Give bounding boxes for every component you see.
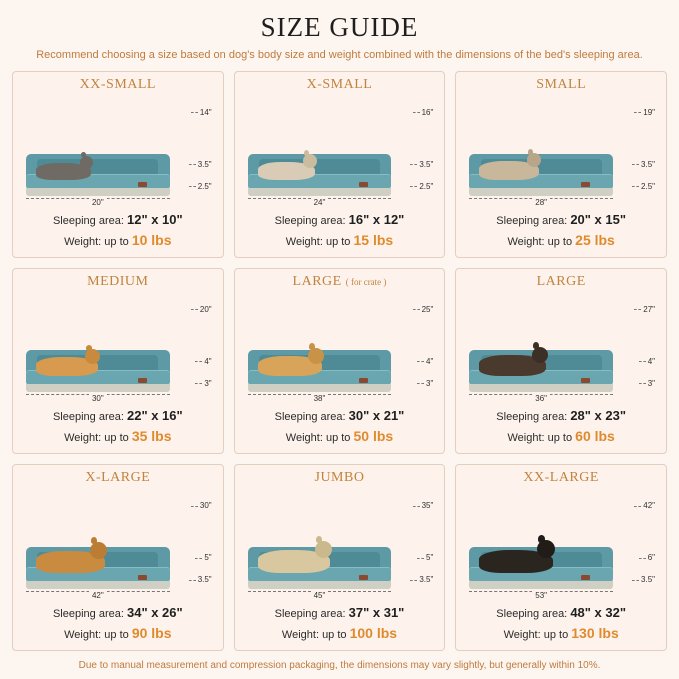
dog-illustration [258, 550, 330, 573]
size-specs [463, 211, 659, 251]
size-card-title [463, 274, 659, 290]
dimension-mid-height: 5" [426, 553, 434, 563]
dimension-base-height: 2.5" [419, 181, 434, 191]
size-specs [20, 211, 216, 251]
size-card [455, 464, 667, 651]
dog-head [303, 154, 317, 168]
weight-up-to: up to [543, 629, 569, 642]
sleeping-area-line [242, 211, 438, 230]
bed-base [469, 188, 613, 196]
weight-line [463, 230, 659, 251]
weight-value: 50 lbs [353, 428, 394, 445]
sleeping-area-label: Sleeping area: [496, 214, 568, 227]
size-name: X-SMALL [306, 77, 373, 92]
size-note: ( for crate ) [345, 276, 387, 287]
bed-base [469, 581, 613, 589]
weight-up-to: up to [325, 235, 351, 248]
sleeping-area-line [463, 407, 659, 426]
sleeping-area-label: Sleeping area: [274, 411, 346, 424]
weight-up-to: up to [104, 235, 129, 248]
weight-line [463, 426, 659, 447]
dog-head [532, 347, 548, 363]
page-subtitle: Recommend choosing a size based on dog's body size and weight combined with the dimensions of the bed's sleeping area. [36, 49, 643, 61]
brand-tag [138, 378, 147, 383]
sleeping-area-line [242, 407, 438, 426]
weight-line [242, 426, 438, 447]
bed-base [248, 188, 392, 196]
dimension-total-height: 30" [199, 501, 212, 511]
dog-head [90, 542, 107, 559]
size-specs [463, 604, 659, 644]
sleeping-area-label: Sleeping area: [52, 411, 124, 424]
bed-base [26, 188, 170, 196]
dimension-total-height: 35" [421, 501, 434, 511]
dimension-width: 45" [248, 591, 392, 601]
dimension-mid-height: 3.5" [641, 159, 655, 169]
size-name: XX-SMALL [79, 77, 156, 92]
weight-line [20, 426, 216, 447]
size-name: LARGE [536, 273, 586, 289]
weight-value: 100 lbs [349, 625, 398, 642]
dimension-width: 42" [26, 591, 170, 601]
weight-label: Weight: [285, 432, 323, 445]
brand-tag [581, 182, 590, 187]
sleeping-area-label: Sleeping area: [52, 608, 124, 621]
dimension-mid-height: 3.5" [419, 159, 434, 169]
dimension-total-height: 25" [421, 304, 434, 314]
size-specs [242, 407, 438, 447]
dimension-total-height: 14" [199, 107, 212, 117]
brand-tag [581, 378, 590, 383]
bed-illustration [20, 487, 216, 603]
size-card [234, 71, 446, 258]
sleeping-area-line [20, 211, 216, 230]
bed-base [469, 384, 613, 392]
dog-illustration [479, 550, 553, 573]
dog-illustration [36, 551, 105, 573]
size-specs [463, 407, 659, 447]
dog-illustration [36, 163, 91, 180]
dimension-width: 28" [469, 198, 613, 208]
weight-up-to: up to [547, 235, 573, 248]
size-card [12, 71, 224, 258]
size-card [234, 464, 446, 651]
dimension-base-height: 3" [204, 378, 212, 388]
size-card-title [463, 470, 659, 486]
dimension-base-height: 3" [647, 378, 655, 388]
size-card [12, 268, 224, 455]
brand-tag [581, 575, 590, 580]
dimension-mid-height: 4" [204, 356, 212, 366]
weight-value: 25 lbs [575, 231, 615, 248]
weight-label: Weight: [503, 629, 541, 642]
sleeping-area-value: 48" x 32" [570, 605, 627, 621]
dog-ear [316, 536, 322, 543]
weight-label: Weight: [64, 629, 102, 642]
weight-label: Weight: [64, 235, 102, 248]
weight-label: Weight: [507, 235, 545, 248]
sleeping-area-label: Sleeping area: [496, 411, 568, 424]
size-card [12, 464, 224, 651]
size-name: SMALL [536, 77, 587, 92]
weight-up-to: up to [322, 629, 347, 642]
sleeping-area-value: 37" x 31" [348, 605, 405, 621]
size-card [234, 268, 446, 455]
sleeping-area-value: 16" x 12" [348, 211, 405, 227]
weight-value: 60 lbs [575, 428, 615, 445]
size-name: MEDIUM [87, 273, 149, 289]
weight-value: 35 lbs [131, 428, 172, 445]
size-specs [242, 604, 438, 644]
size-specs [20, 407, 216, 447]
size-card-title [20, 77, 216, 93]
bed-base [26, 581, 170, 589]
dimension-base-height: 3.5" [419, 575, 434, 585]
size-card [455, 268, 667, 455]
weight-up-to: up to [325, 432, 351, 445]
dimension-mid-height: 4" [647, 356, 655, 366]
sleeping-area-line [20, 407, 216, 426]
size-name: LARGE [292, 273, 342, 289]
size-card-title [242, 274, 438, 290]
dimension-mid-height: 6" [647, 553, 655, 563]
sleeping-area-value: 34" x 26" [126, 605, 183, 621]
weight-value: 10 lbs [131, 231, 172, 248]
sleeping-area-value: 30" x 21" [348, 408, 405, 424]
sleeping-area-label: Sleeping area: [496, 608, 568, 621]
bed-illustration [463, 291, 659, 407]
footer-note: Due to manual measurement and compression packaging, the dimensions may vary slightly, but generally within 10%. [78, 660, 601, 671]
dimension-base-height: 2.5" [641, 181, 655, 191]
weight-value: 15 lbs [353, 231, 394, 248]
sleeping-area-line [463, 211, 659, 230]
dimension-total-height: 27" [643, 304, 655, 314]
dimension-width: 20" [26, 198, 170, 208]
dimension-mid-height: 5" [204, 553, 212, 563]
bed-base [26, 384, 170, 392]
brand-tag [359, 182, 368, 187]
page-title: SIZE GUIDE [260, 12, 419, 42]
dimension-base-height: 3.5" [641, 575, 655, 585]
weight-line [463, 623, 659, 644]
dimension-width: 24" [248, 198, 392, 208]
bed-illustration [20, 94, 216, 210]
brand-tag [359, 378, 368, 383]
dog-ear [538, 535, 545, 543]
sleeping-area-value: 20" x 15" [570, 211, 627, 227]
dog-illustration [258, 162, 315, 180]
dimension-mid-height: 4" [426, 356, 434, 366]
bed-illustration [242, 291, 438, 407]
dog-head [308, 348, 324, 364]
size-card-grid [12, 71, 667, 651]
size-card-title [242, 470, 438, 486]
sleeping-area-label: Sleeping area: [52, 214, 124, 227]
size-card-title [20, 470, 216, 486]
sleeping-area-value: 22" x 16" [126, 408, 183, 424]
dog-illustration [479, 355, 546, 376]
sleeping-area-line [463, 604, 659, 623]
dimension-width: 38" [248, 394, 392, 404]
size-name: JUMBO [314, 470, 365, 486]
dimension-width: 36" [469, 394, 613, 404]
bed-base [248, 581, 392, 589]
size-specs [242, 211, 438, 251]
weight-line [242, 623, 438, 644]
dog-head [315, 541, 332, 558]
weight-line [20, 623, 216, 644]
sleeping-area-value: 12" x 10" [126, 211, 183, 227]
size-card [455, 71, 667, 258]
size-card-title [242, 77, 438, 93]
dog-illustration [36, 357, 98, 376]
weight-label: Weight: [281, 629, 319, 642]
dimension-total-height: 42" [643, 501, 655, 511]
size-card-title [463, 77, 659, 93]
sleeping-area-line [20, 604, 216, 623]
bed-illustration [242, 487, 438, 603]
dimension-total-height: 20" [199, 304, 212, 314]
dog-head [80, 156, 93, 169]
brand-tag [138, 575, 147, 580]
size-name: X-LARGE [85, 470, 151, 486]
weight-label: Weight: [64, 432, 102, 445]
dog-ear [81, 152, 86, 157]
dog-ear [528, 149, 533, 155]
dimension-total-height: 16" [421, 107, 434, 117]
weight-up-to: up to [547, 432, 573, 445]
weight-label: Weight: [285, 235, 323, 248]
dimension-base-height: 3" [426, 378, 434, 388]
dog-ear [86, 345, 92, 351]
sleeping-area-label: Sleeping area: [274, 608, 346, 621]
dimension-base-height: 2.5" [197, 181, 212, 191]
dimension-width: 53" [469, 591, 613, 601]
weight-label: Weight: [507, 432, 545, 445]
dimension-width: 30" [26, 394, 170, 404]
size-card-title [20, 274, 216, 290]
dog-illustration [258, 356, 322, 376]
dimension-total-height: 19" [643, 107, 655, 117]
dog-ear [309, 343, 315, 350]
sleeping-area-label: Sleeping area: [274, 214, 346, 227]
bed-illustration [463, 487, 659, 603]
weight-up-to: up to [104, 629, 129, 642]
weight-up-to: up to [104, 432, 129, 445]
weight-value: 90 lbs [131, 625, 172, 642]
brand-tag [138, 182, 147, 187]
weight-line [20, 230, 216, 251]
bed-base [248, 384, 392, 392]
size-specs [20, 604, 216, 644]
dog-ear [304, 150, 309, 156]
dimension-base-height: 3.5" [197, 575, 212, 585]
dog-ear [91, 537, 97, 544]
weight-line [242, 230, 438, 251]
bed-illustration [463, 94, 659, 210]
weight-value: 130 lbs [571, 625, 619, 642]
bed-illustration [20, 291, 216, 407]
size-name: XX-LARGE [523, 470, 599, 486]
bed-illustration [242, 94, 438, 210]
sleeping-area-line [242, 604, 438, 623]
brand-tag [359, 575, 368, 580]
dimension-mid-height: 3.5" [197, 159, 212, 169]
dog-illustration [479, 161, 539, 180]
dog-ear [533, 342, 539, 349]
sleeping-area-value: 28" x 23" [570, 408, 627, 424]
